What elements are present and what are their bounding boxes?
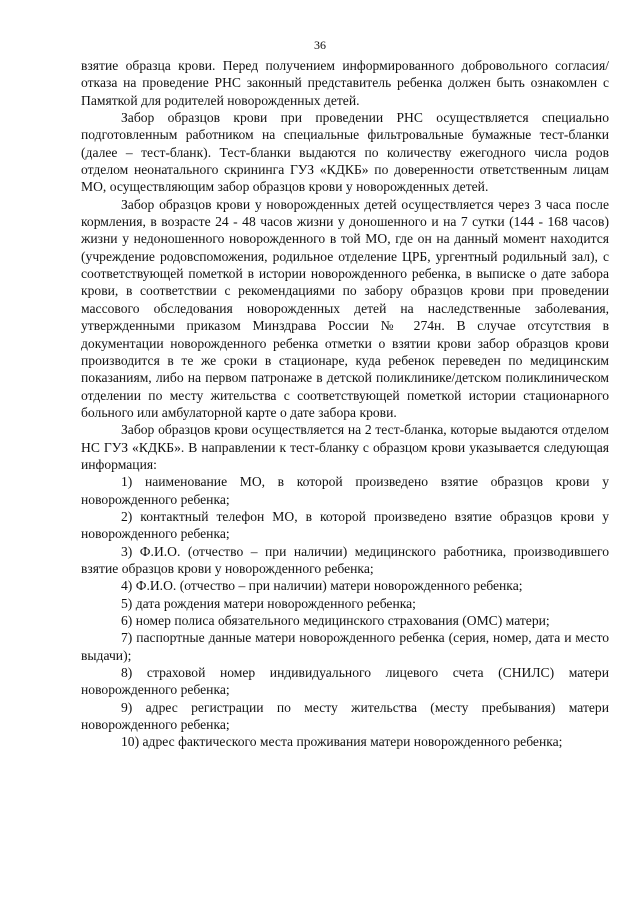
page-number: 36 [314,38,326,52]
list-item-3: 3) Ф.И.О. (отчество – при наличии) медицинского работника, производившего взятие образцов крови у новорожденного ребенка; [81,543,609,576]
paragraph-sampling-timing: Забор образцов крови у новорожденных детей осуществляется через 3 часа после кормления, в возрасте 24 - 48 часов жизни у доношенного и на 7 сутки (144 - 168 часов) жизни у недоношенного новорожденного в той МО, где он на данный момент находится (учреждение родовспоможения, родильное отделение ЦРБ, ургентный родильный зал), с соответствующей пометкой в истории новорожденного ребенка, в выписке о дате забора крови, в соответствии с рекомендациями по забору образцов крови при проведении массового обследования новорожденных детей на наследственные заболевания, утвержденными приказом Минздрава России № 274н. В случае отсутствия в документации новорожденного ребенка отметки о взятии крови забор образцов крови производится в те же сроки в стационаре, куда ребенок переведен по медицинским показаниям, либо на первом патронаже в детской поликлинике/детском поликлиническом отделении по месту жительства с соответствующей пометкой истории стационарного больного или амбулаторной карте о дате забора крови. [81,196,609,420]
list-item-2: 2) контактный телефон МО, в которой произведено взятие образцов крови у новорожденного ребенка; [81,508,609,542]
document-body [81,57,609,751]
list-item-7: 7) паспортные данные матери новорожденного ребенка (серия, номер, дата и место выдачи); [81,630,609,663]
paragraph-referral-information: Забор образцов крови осуществляется на 2 тест-бланка, которые выдаются отделом НС ГУЗ «КДКБ». В направлении к тест-бланку с образцом крови указывается следующая информация: [81,422,609,472]
paragraph-blood-sampling-forms: Забор образцов крови при проведении РНС осуществляется специально подготовленным работником на специальные фильтровальные бумажные тест-бланки (далее – тест-бланк). Тест-бланки выдаются по количеству ежегодного числа родов отделом неонатального скрининга ГУЗ «КДКБ» по доверенности ответственным лицам МО, осуществляющим забор образцов крови у новорожденных детей. [81,110,609,195]
list-item-1: 1) наименование МО, в которой произведено взятие образцов крови у новорожденного ребенка; [81,474,609,507]
list-item-4: 4) Ф.И.О. (отчество – при наличии) матери новорожденного ребенка; [121,578,523,594]
paragraph-continuation: взятие образца крови. Перед получением информированного добровольного согласия/отказа на проведение РНС законный представитель ребенка должен быть ознакомлен с Памяткой для родителей новорожденных детей. [81,58,609,108]
list-item-6: 6) номер полиса обязательного медицинского страхования (ОМС) матери; [121,613,550,628]
list-item-5: 5) дата рождения матери новорожденного ребенка; [121,595,416,611]
list-item-10: 10) адрес фактического места проживания матери новорожденного ребенка; [121,734,563,750]
list-item-8: 8) страховой номер индивидуального лицевого счета (СНИЛС) матери новорожденного ребенка; [81,665,609,698]
list-item-9: 9) адрес регистрации по месту жительства (месту пребывания) матери новорожденного ребенка; [81,699,609,733]
